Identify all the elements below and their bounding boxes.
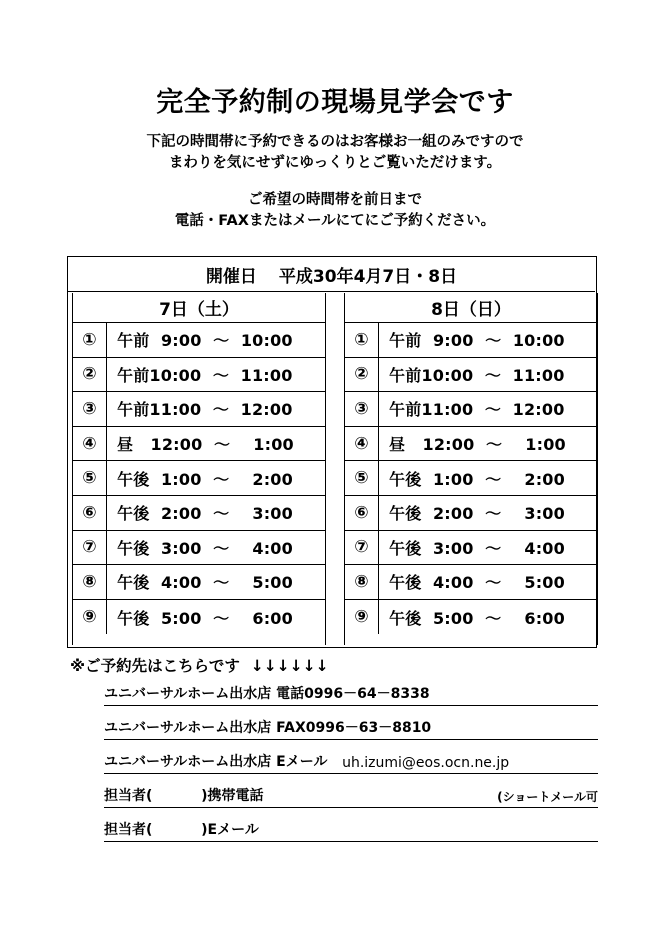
slot-time: 午後 4:00 ～ 5:00: [117, 573, 293, 593]
staff-email-label: 担当者( )Eメール: [104, 822, 259, 838]
intro-line: まわりを気にせずにゆっくりとご覧いただけます。: [168, 155, 502, 171]
slot-number: ⑨: [345, 600, 379, 635]
time-slot: [73, 600, 325, 635]
contact-heading: ※ご予約先はこちらです ↓↓↓↓↓↓: [70, 657, 329, 675]
intro-line: 下記の時間帯に予約できるのはお客様お一組のみですので: [146, 134, 524, 150]
staff-phone-label: 担当者( )携帯電話: [104, 788, 264, 804]
slot-number: ⑧: [73, 565, 107, 599]
page-title: 完全予約制の現場見学会です: [156, 87, 514, 118]
slot-number: ⑨: [73, 600, 107, 635]
time-slot: [345, 323, 597, 358]
day-column-sat: [72, 293, 326, 645]
time-slot: [73, 358, 325, 393]
slot-time: 午後 5:00 ～ 6:00: [117, 608, 293, 628]
day-column-sun: [344, 293, 598, 645]
time-slot: [73, 531, 325, 566]
slot-number: ②: [73, 358, 107, 392]
contact-fax: ユニバーサルホーム出水店 FAX0996－63－8810: [104, 720, 432, 736]
contact-phone: ユニバーサルホーム出水店 電話0996－64－8338: [104, 686, 430, 702]
time-slot: [73, 565, 325, 600]
slot-time: 午後 5:00 ～ 6:00: [389, 608, 565, 628]
event-date-value: 平成30年4月7日・8日: [278, 266, 458, 287]
schedule-table: [67, 256, 597, 648]
slot-number: ①: [345, 323, 379, 357]
slot-time: 昼 12:00 ～ 1:00: [117, 435, 294, 455]
time-slot: [345, 565, 597, 600]
contact-email-line: [104, 748, 598, 774]
slot-time: 午前11:00 ～ 12:00: [389, 400, 565, 420]
slot-number: ⑥: [345, 496, 379, 530]
slot-time: 午後 1:00 ～ 2:00: [117, 469, 293, 489]
staff-phone-line: [104, 782, 598, 808]
slot-number: ④: [345, 427, 379, 461]
slot-number: ⑦: [73, 531, 107, 565]
time-slot: [345, 461, 597, 496]
short-mail-note: (ショートメール可: [497, 790, 598, 804]
time-slot: [73, 392, 325, 427]
slot-number: ②: [345, 358, 379, 392]
slot-time: 午前10:00 ～ 11:00: [117, 365, 293, 385]
slot-number: ④: [73, 427, 107, 461]
slot-time: 午前10:00 ～ 11:00: [389, 365, 565, 385]
time-slot: [73, 461, 325, 496]
slot-number: ⑤: [73, 461, 107, 495]
time-slot: [345, 427, 597, 462]
time-slot: [345, 392, 597, 427]
contact-fax-line: [104, 714, 598, 740]
time-slot: [345, 496, 597, 531]
event-date-header: [68, 257, 595, 292]
event-date-label: 開催日: [205, 266, 257, 287]
day-title: 7日（土）: [73, 293, 325, 323]
time-slot: [345, 600, 597, 635]
intro-text-1: [0, 132, 670, 174]
slot-time: 昼 12:00 ～ 1:00: [389, 435, 566, 455]
slot-number: ⑤: [345, 461, 379, 495]
intro-line: 電話・FAXまたはメールにてにご予約ください。: [174, 213, 496, 229]
intro-line: ご希望の時間帯を前日まで: [248, 192, 422, 208]
contact-phone-line: [104, 680, 598, 706]
slot-time: 午前 9:00 ～ 10:00: [117, 331, 293, 351]
slot-time: 午後 2:00 ～ 3:00: [117, 504, 293, 524]
contact-email-address[interactable]: uh.izumi@eos.ocn.ne.jp: [342, 755, 510, 771]
staff-email-line: [104, 816, 598, 842]
contact-email-label: ユニバーサルホーム出水店 Eメール: [104, 754, 343, 770]
slot-time: 午前11:00 ～ 12:00: [117, 400, 293, 420]
time-slot: [73, 427, 325, 462]
time-slot: [345, 531, 597, 566]
slot-number: ①: [73, 323, 107, 357]
slot-number: ⑧: [345, 565, 379, 599]
slot-time: 午前 9:00 ～ 10:00: [389, 331, 565, 351]
slot-time: 午後 4:00 ～ 5:00: [389, 573, 565, 593]
time-slot: [73, 323, 325, 358]
slot-number: ⑦: [345, 531, 379, 565]
slot-number: ③: [345, 392, 379, 426]
slot-time: 午後 3:00 ～ 4:00: [389, 538, 565, 558]
slot-number: ⑥: [73, 496, 107, 530]
time-slot: [73, 496, 325, 531]
slot-time: 午後 1:00 ～ 2:00: [389, 469, 565, 489]
slot-time: 午後 2:00 ～ 3:00: [389, 504, 565, 524]
intro-text-2: [0, 190, 670, 232]
day-title: 8日（日）: [345, 293, 597, 323]
slot-time: 午後 3:00 ～ 4:00: [117, 538, 293, 558]
slot-number: ③: [73, 392, 107, 426]
time-slot: [345, 358, 597, 393]
